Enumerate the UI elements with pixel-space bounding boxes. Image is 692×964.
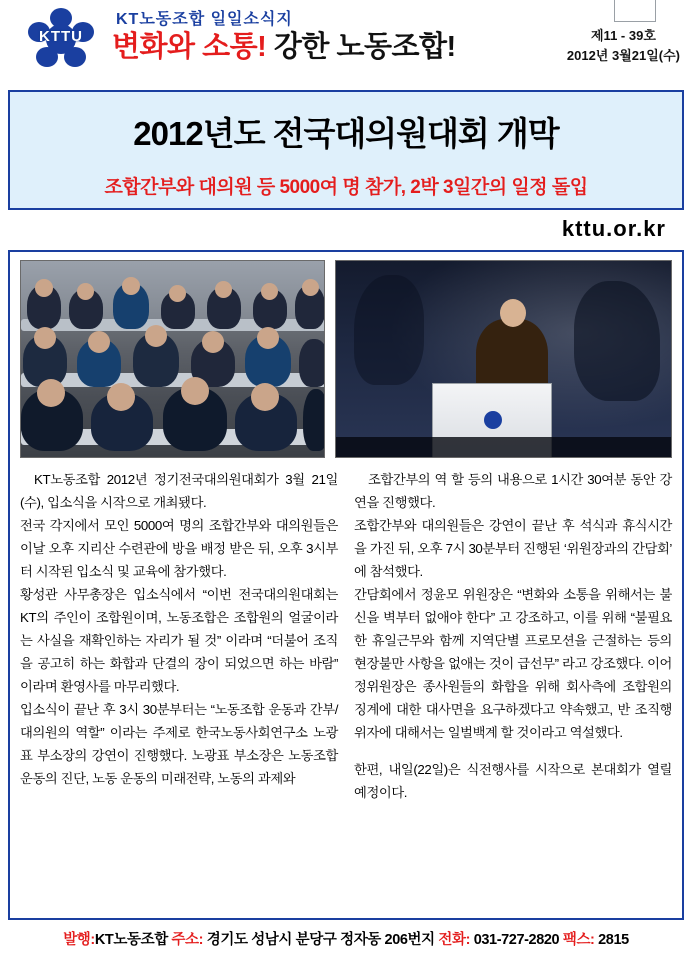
tel-value: 031-727-2820 [473,932,560,948]
paragraph: 황성관 사무총장은 입소식에서 “이번 전국대의원대회는 KT의 주인이 조합원이며, 노동조합은 조합원의 얼굴이라는 사실을 재확인하는 자리가 될 것” 이라며 “더불어 조직을 공고히 하는 화합과 단결의 장이 되었으면 하는 바람” 이라며 환영사를 마무리했다. [20,587,338,694]
publisher-label: 발행: [63,932,95,948]
photo-row [20,260,672,458]
newsletter-slogan [112,31,512,64]
issue-date: 2012년 3월21일(수) [566,47,680,63]
kttu-logo [18,8,104,80]
podium-speech-photo [335,260,672,458]
paragraph: 입소식이 끝난 후 3시 30분부터는 “노동조합 운동과 간부/대의원의 역할” 이라는 주제로 한국노동사회연구소 노광표 부소장의 강연이 진행했다. 노광표 부소장은 노동조합 운동의 진단, 노동 운동의 미래전략, 노동의 과제와 [20,702,338,786]
slogan-part-black: 강한 노동조합! [273,31,456,63]
paragraph: 전국 각지에서 모인 5000여 명의 조합간부와 대의원들은 이날 오후 지리산 수련관에 방을 배정 받은 뒤, 오후 3시부터 시작된 입소식 및 교육에 참가했다. [20,518,338,579]
article-column-left [20,468,338,804]
publisher-value: KT노동조합 [94,932,168,948]
slogan-part-red: 변화와 소통! [112,31,267,63]
fax-label: 팩스: [562,932,595,948]
paragraph: 간담회에서 정윤모 위원장은 “변화와 소통을 위해서는 불신을 벽부터 없애야 한다” 고 강조하고, 이를 위해 “불필요한 휴일근무와 함께 지역단별 프로모션을 근절하는 등의 현장불만 사항을 없애는 것이 급선무” 라고 강조했다. 이어 정위원장은 종사원들의 화합을 위해 회사측에 조합원의 징계에 대한 대사면을 요구하겠다고 약속했고, 반 조직행위자에 대해서는 일벌백계 할 것이라고 역설했다. [354,587,672,740]
masthead-titles [112,6,512,64]
newsletter-subtitle: KT노동조합 일일소식지 [116,11,293,28]
logo-wordmark: KTTU [39,28,83,45]
fax-value: 2815 [598,932,629,948]
article-column-right [354,468,672,804]
headline-subtitle: 조합간부와 대의원 등 5000여 명 참가, 2박 3일간의 일정 돌입 [104,177,588,198]
corner-marker [614,0,656,22]
article-frame [8,250,684,920]
paragraph: 한편, 내일(22일)은 식전행사를 시작으로 본대회가 열릴 예정이다. [354,762,672,800]
paragraph: 조합간부의 역 할 등의 내용으로 1시간 30여분 동안 강연을 진행했다. [354,472,672,510]
article-columns [20,468,672,804]
paragraph: KT노동조합 2012년 정기전국대의원대회가 3월 21일(수), 입소식을 시작으로 개최됐다. [20,472,338,510]
footer-contact [0,928,692,949]
masthead [0,0,692,88]
headline-banner [8,90,684,210]
address-label: 주소: [171,932,204,948]
paragraph: 조합간부와 대의원들은 강연이 끝난 후 석식과 휴식시간을 가진 뒤, 오후 7시 30분부터 진행된 ‘위원장과의 간담회’ 에 참석했다. [354,518,672,579]
tel-label: 전화: [438,932,471,948]
issue-info [567,26,680,65]
headline-title: 2012년도 전국대의원대회 개막 [133,115,559,152]
address-value: 경기도 성남시 분당구 정자동 206번지 [206,932,435,948]
website-url[interactable]: kttu.or.kr [561,216,666,241]
issue-number: 제11 - 39호 [591,28,656,43]
delegates-audience-photo [20,260,325,458]
